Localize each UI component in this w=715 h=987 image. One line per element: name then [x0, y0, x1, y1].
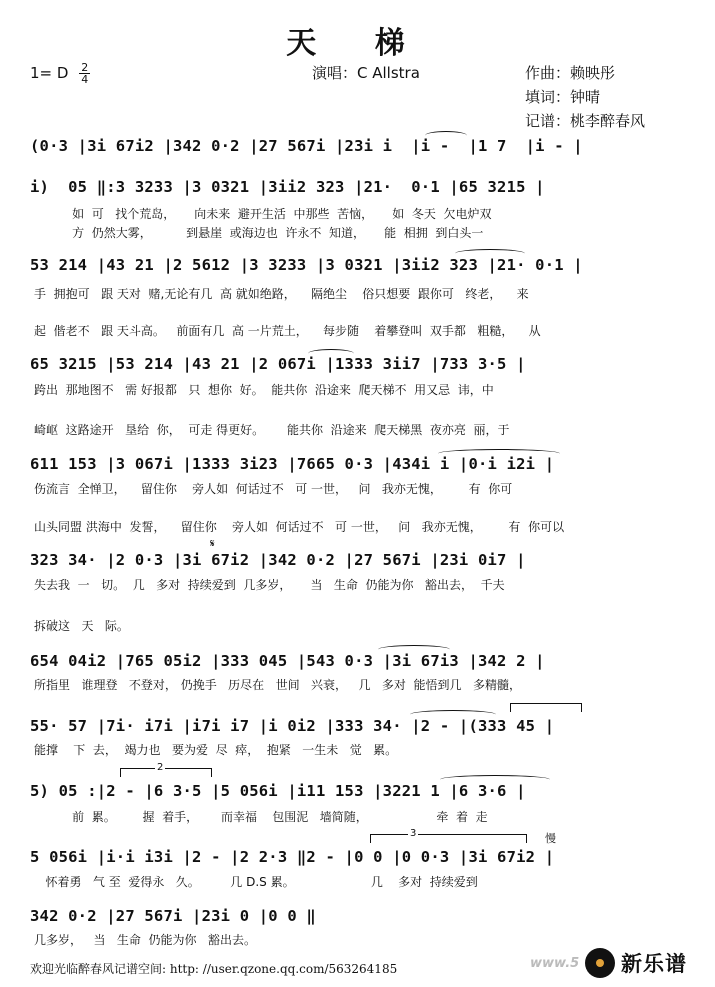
- score-line-9: 5) 05 :|2 - |6 3·5 |5 056i |i11 153 |3221 1 |6 3·6 |: [30, 782, 526, 800]
- watermark: www.5: [530, 956, 580, 971]
- ending-number-3: 3: [410, 828, 417, 839]
- lyric-line-11a: 几多岁， 当 生命 仍能为你 豁出去。: [34, 933, 256, 947]
- ending-number-2: 2: [157, 762, 164, 773]
- score-line-4: 65 3215 |53 214 |43 21 |2 067i |1333 3ii7 |733 3·5 |: [30, 355, 526, 373]
- score-line-6: 323 34· |2 0·3 |3i 67i2 |342 0·2 |27 567i |23i 0i7 |: [30, 551, 526, 569]
- lyric-line-7a: 所指里 谁理登 不登对， 仍挽手 历尽在 世间 兴衰， 几 多对 能悟到几 多精髓，: [34, 678, 521, 692]
- score-line-7: 654 04i2 |765 05i2 |333 045 |543 0·3 |3i 67i3 |342 2 |: [30, 652, 545, 670]
- score-line-10: 5 056i |i·i i3i |2 - |2 2·3 ‖2 - |0 0 |0 0·3 |3i 67i2 |: [30, 848, 555, 866]
- lyric-line-5b: 山头同盟 洪海中 发誓， 留住你 旁人如 何话过不 可 一世， 问 我亦无愧， 有 你可以: [34, 520, 565, 534]
- ending-bracket: [510, 703, 582, 712]
- ending-bracket-2: [120, 768, 212, 777]
- lyric-line-2a: 如 可 找个荒岛， 向未来 避开生活 中那些 苦恼， 如 冬天 欠电炉双: [34, 207, 492, 221]
- lyric-line-2b: 方 仍然大雾， 到悬崖 或海边也 许永不 知道， 能 相拥 到白头一: [34, 226, 484, 240]
- segno-sign: 𝄋: [210, 537, 215, 550]
- lyric-line-6b: 拆破这 天 际。: [34, 619, 129, 633]
- lyric-line-3b: 起 偕老不 跟 天斗高。 前面有几 高 一片荒土， 每步随 着攀登叫 双手都 粗糙， 从: [34, 324, 541, 338]
- time-signature-top: 2: [81, 61, 89, 74]
- site-logo: [585, 944, 713, 982]
- lyric-line-4b: 崎岖 这路途开 垦给 你， 可走 得更好。 能共你 沿途来 爬天梯黑 夜亦亮 丽，于: [34, 423, 510, 437]
- lyric-line-5a: 伤流言 全惮卫， 留住你 旁人如 何话过不 可 一世， 问 我亦无愧， 有 你可: [34, 482, 513, 496]
- lyric-line-4a: 跨出 那地图不 需 好报都 只 想你 好。 能共你 沿途来 爬天梯不 用又忌 讳，中: [34, 383, 494, 397]
- slur: [455, 249, 525, 258]
- slur: [378, 645, 450, 654]
- tempo-mark-slow: 慢: [545, 832, 556, 845]
- score-line-5: 611 153 |3 067i |1333 3i23 |7665 0·3 |434i i |0·i i2i |: [30, 455, 555, 473]
- key-label: 1= D: [30, 64, 69, 82]
- key-signature: [30, 62, 90, 85]
- lyricist-credit: 填词：钟晴: [525, 88, 601, 106]
- singer-credit: 演唱：C Allstra: [312, 64, 420, 82]
- lyric-line-8a: 能撑 下 去， 竭力也 要为爱 尽 瘁， 抱紧 一生未 觉 累。: [34, 743, 398, 757]
- lyric-line-3a: 手 拥抱可 跟 天对 赌,无论有几 高 就如绝路， 隔绝尘 俗只想要 跟你可 终老， 来: [34, 287, 529, 301]
- slur: [308, 349, 354, 358]
- lyric-line-6a: 失去我 一 切。 几 多对 持续爱到 几多岁， 当 生命 仍能为你 豁出去， 千夫: [34, 578, 505, 592]
- slur: [438, 449, 560, 458]
- score-line-2: i) 05 ‖:3 3233 |3 0321 |3ii2 323 |21· 0·1 |65 3215 |: [30, 178, 545, 196]
- slur: [440, 775, 550, 784]
- song-title: 天 梯: [286, 26, 429, 61]
- ending-bracket-3: [370, 834, 527, 843]
- time-signature: [79, 62, 90, 85]
- lyric-line-9a: 前 累。 握 着手， 而幸福 包围泥 墙简随， 牵 着 走: [34, 810, 488, 824]
- score-line-11: 342 0·2 |27 567i |23i 0 |0 0 ‖: [30, 907, 316, 925]
- lyric-line-10a: 怀着勇 气 至 爱得永 久。 几 D.S 累。 几 多对 持续爱到: [34, 875, 478, 889]
- score-line-1: (0·3 |3i 67i2 |342 0·2 |27 567i |23i i |i - |1 7 |i - |: [30, 137, 583, 155]
- time-signature-bottom: 4: [81, 73, 89, 86]
- slur: [410, 710, 496, 719]
- score-line-8: 55· 57 |7i· i7i |i7i i7 |i 0i2 |333 34· |2 - |(333 45 |: [30, 717, 555, 735]
- transcriber-credit: 记谱：桃李醉春风: [525, 112, 646, 130]
- music-disc-icon: [585, 948, 615, 978]
- footer-text: 欢迎光临醉春风记谱空间: http: //user.qzone.qq.com/563264185: [30, 962, 398, 976]
- composer-credit: 作曲：赖映彤: [525, 64, 616, 82]
- brand-name: 新乐谱: [621, 952, 687, 976]
- slur: [425, 131, 467, 140]
- score-line-3: 53 214 |43 21 |2 5612 |3 3233 |3 0321 |3ii2 323 |21· 0·1 |: [30, 256, 583, 274]
